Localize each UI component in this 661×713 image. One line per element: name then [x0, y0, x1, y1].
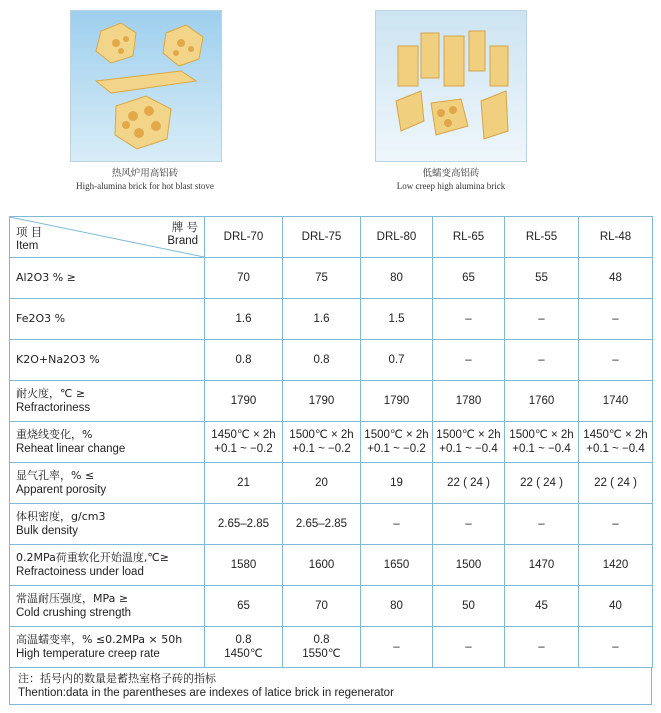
cell-value: 1600 — [283, 545, 361, 586]
cell-value: 1450℃ × 2h +0.1 ~ −0.2 — [205, 422, 283, 463]
cell-value: 75 — [283, 258, 361, 299]
table-row — [10, 340, 653, 381]
cell-value: 40 — [579, 586, 653, 627]
header-corner-cell — [10, 217, 205, 258]
cell-value: 48 — [579, 258, 653, 299]
table-note — [9, 667, 652, 705]
brand-header-zh: 牌 号 — [171, 222, 198, 234]
cell-value: 1450℃ × 2h +0.1 ~ −0.4 — [579, 422, 653, 463]
brick-illustration-right — [376, 11, 526, 161]
cell-value: 1650 — [361, 545, 433, 586]
cell-value: 1780 — [433, 381, 505, 422]
cell-value: 1500℃ × 2h +0.1 ~ −0.4 — [505, 422, 579, 463]
brick-illustration-left — [71, 11, 221, 161]
table-row — [10, 463, 653, 504]
brand-header — [167, 222, 198, 248]
cell-value: – — [361, 504, 433, 545]
cell-value: 1760 — [505, 381, 579, 422]
product-photo-hot-blast-brick — [70, 10, 222, 162]
row-label-primary: K2O+Na2O3 % — [16, 353, 100, 366]
cell-value: 80 — [361, 258, 433, 299]
cell-value: 1420 — [579, 545, 653, 586]
table-row — [10, 545, 653, 586]
cell-value: 21 — [205, 463, 283, 504]
cell-value: 2.65–2.85 — [283, 504, 361, 545]
table-row — [10, 586, 653, 627]
item-header-zh: 项 目 — [16, 227, 43, 239]
row-label-primary: 常温耐压强度，MPa ≥ — [16, 592, 129, 605]
cell-value: 50 — [433, 586, 505, 627]
product-photo-low-creep-brick — [375, 10, 527, 162]
cell-value: 0.8 1550℃ — [283, 627, 361, 668]
cell-value: 1500℃ × 2h +0.1 ~ −0.4 — [433, 422, 505, 463]
caption-right-zh: 低蠕变高铝砖 — [422, 168, 480, 179]
cell-value: 1500℃ × 2h +0.1 ~ −0.2 — [361, 422, 433, 463]
cell-value: 0.7 — [361, 340, 433, 381]
row-label — [10, 340, 205, 381]
cell-value: 1790 — [361, 381, 433, 422]
cell-value: 22 ( 24 ) — [505, 463, 579, 504]
row-label-secondary: Cold crushing strength — [16, 607, 132, 619]
cell-value: 1740 — [579, 381, 653, 422]
cell-value: 1790 — [283, 381, 361, 422]
row-label-primary: 重烧线变化，% — [16, 428, 93, 441]
cell-value: 1.6 — [205, 299, 283, 340]
row-label-primary: Fe2O3 % — [16, 312, 66, 325]
cell-value: – — [579, 504, 653, 545]
cell-value: 65 — [433, 258, 505, 299]
cell-value: – — [505, 299, 579, 340]
header-row — [10, 217, 653, 258]
table-row — [10, 258, 653, 299]
cell-value: 0.8 1450℃ — [205, 627, 283, 668]
cell-value: – — [505, 340, 579, 381]
cell-value: – — [433, 299, 505, 340]
cell-value: 65 — [205, 586, 283, 627]
table-row — [10, 381, 653, 422]
cell-value: 0.8 — [283, 340, 361, 381]
row-label-primary: 0.2MPa荷重软化开始温度,℃≥ — [16, 551, 169, 564]
cell-value: – — [579, 299, 653, 340]
row-label-secondary: Bulk density — [16, 525, 79, 537]
cell-value: 0.8 — [205, 340, 283, 381]
cell-value: – — [579, 627, 653, 668]
cell-value: 20 — [283, 463, 361, 504]
cell-value: 70 — [205, 258, 283, 299]
cell-value: – — [361, 627, 433, 668]
row-label — [10, 381, 205, 422]
spec-table — [9, 216, 653, 668]
row-label-primary: 高温蠕变率，% ≤0.2MPa × 50h — [16, 633, 183, 646]
row-label — [10, 627, 205, 668]
item-header-en: Item — [16, 240, 39, 252]
cell-value: 1790 — [205, 381, 283, 422]
cell-value: – — [505, 627, 579, 668]
cell-value: – — [579, 340, 653, 381]
row-label-primary: 显气孔率，% ≤ — [16, 469, 95, 482]
note-en: Thention:data in the parentheses are indexes of latice brick in regenerator — [18, 687, 394, 699]
cell-value: 19 — [361, 463, 433, 504]
brand-header-en: Brand — [167, 235, 198, 247]
row-label-primary: 体积密度，g/cm3 — [16, 510, 106, 523]
brand-col-1: DRL-70 — [205, 217, 283, 258]
cell-value: 55 — [505, 258, 579, 299]
row-label-secondary: High temperature creep rate — [16, 648, 160, 660]
row-label-secondary: Refractoriness — [16, 402, 91, 414]
caption-right — [336, 168, 566, 192]
row-label — [10, 545, 205, 586]
brand-col-5: RL-55 — [505, 217, 579, 258]
cell-value: 22 ( 24 ) — [579, 463, 653, 504]
caption-left-zh: 热风炉用高铝砖 — [111, 168, 179, 179]
cell-value: 1.5 — [361, 299, 433, 340]
row-label — [10, 422, 205, 463]
row-label-primary: 耐火度，℃ ≥ — [16, 387, 86, 400]
cell-value: – — [433, 504, 505, 545]
table-row — [10, 627, 653, 668]
brand-col-4: RL-65 — [433, 217, 505, 258]
caption-right-en: Low creep high alumina brick — [396, 181, 506, 191]
cell-value: – — [433, 627, 505, 668]
caption-left — [30, 168, 260, 192]
table-row — [10, 299, 653, 340]
row-label-secondary: Refractoiness under load — [16, 566, 144, 578]
caption-left-en: High-alumina brick for hot blast stove — [76, 181, 214, 191]
brand-col-3: DRL-80 — [361, 217, 433, 258]
cell-value: 1500℃ × 2h +0.1 ~ −0.2 — [283, 422, 361, 463]
row-label-secondary: Reheat linear change — [16, 443, 126, 455]
cell-value: 45 — [505, 586, 579, 627]
cell-value: 1580 — [205, 545, 283, 586]
table-body — [10, 258, 653, 668]
note-zh: 注：括号内的数量是蓄热室格子砖的指标 — [18, 672, 216, 685]
row-label-primary: Al2O3 % ≥ — [16, 271, 76, 284]
cell-value: 1500 — [433, 545, 505, 586]
row-label — [10, 463, 205, 504]
table-row — [10, 504, 653, 545]
brand-col-6: RL-48 — [579, 217, 653, 258]
item-header — [16, 227, 42, 253]
brand-col-2: DRL-75 — [283, 217, 361, 258]
cell-value: 22 ( 24 ) — [433, 463, 505, 504]
row-label — [10, 504, 205, 545]
row-label — [10, 299, 205, 340]
row-label — [10, 258, 205, 299]
cell-value: 1470 — [505, 545, 579, 586]
cell-value: – — [433, 340, 505, 381]
row-label — [10, 586, 205, 627]
cell-value: 70 — [283, 586, 361, 627]
cell-value: 2.65–2.85 — [205, 504, 283, 545]
cell-value: – — [505, 504, 579, 545]
cell-value: 80 — [361, 586, 433, 627]
cell-value: 1.6 — [283, 299, 361, 340]
table-row — [10, 422, 653, 463]
row-label-secondary: Apparent porosity — [16, 484, 107, 496]
